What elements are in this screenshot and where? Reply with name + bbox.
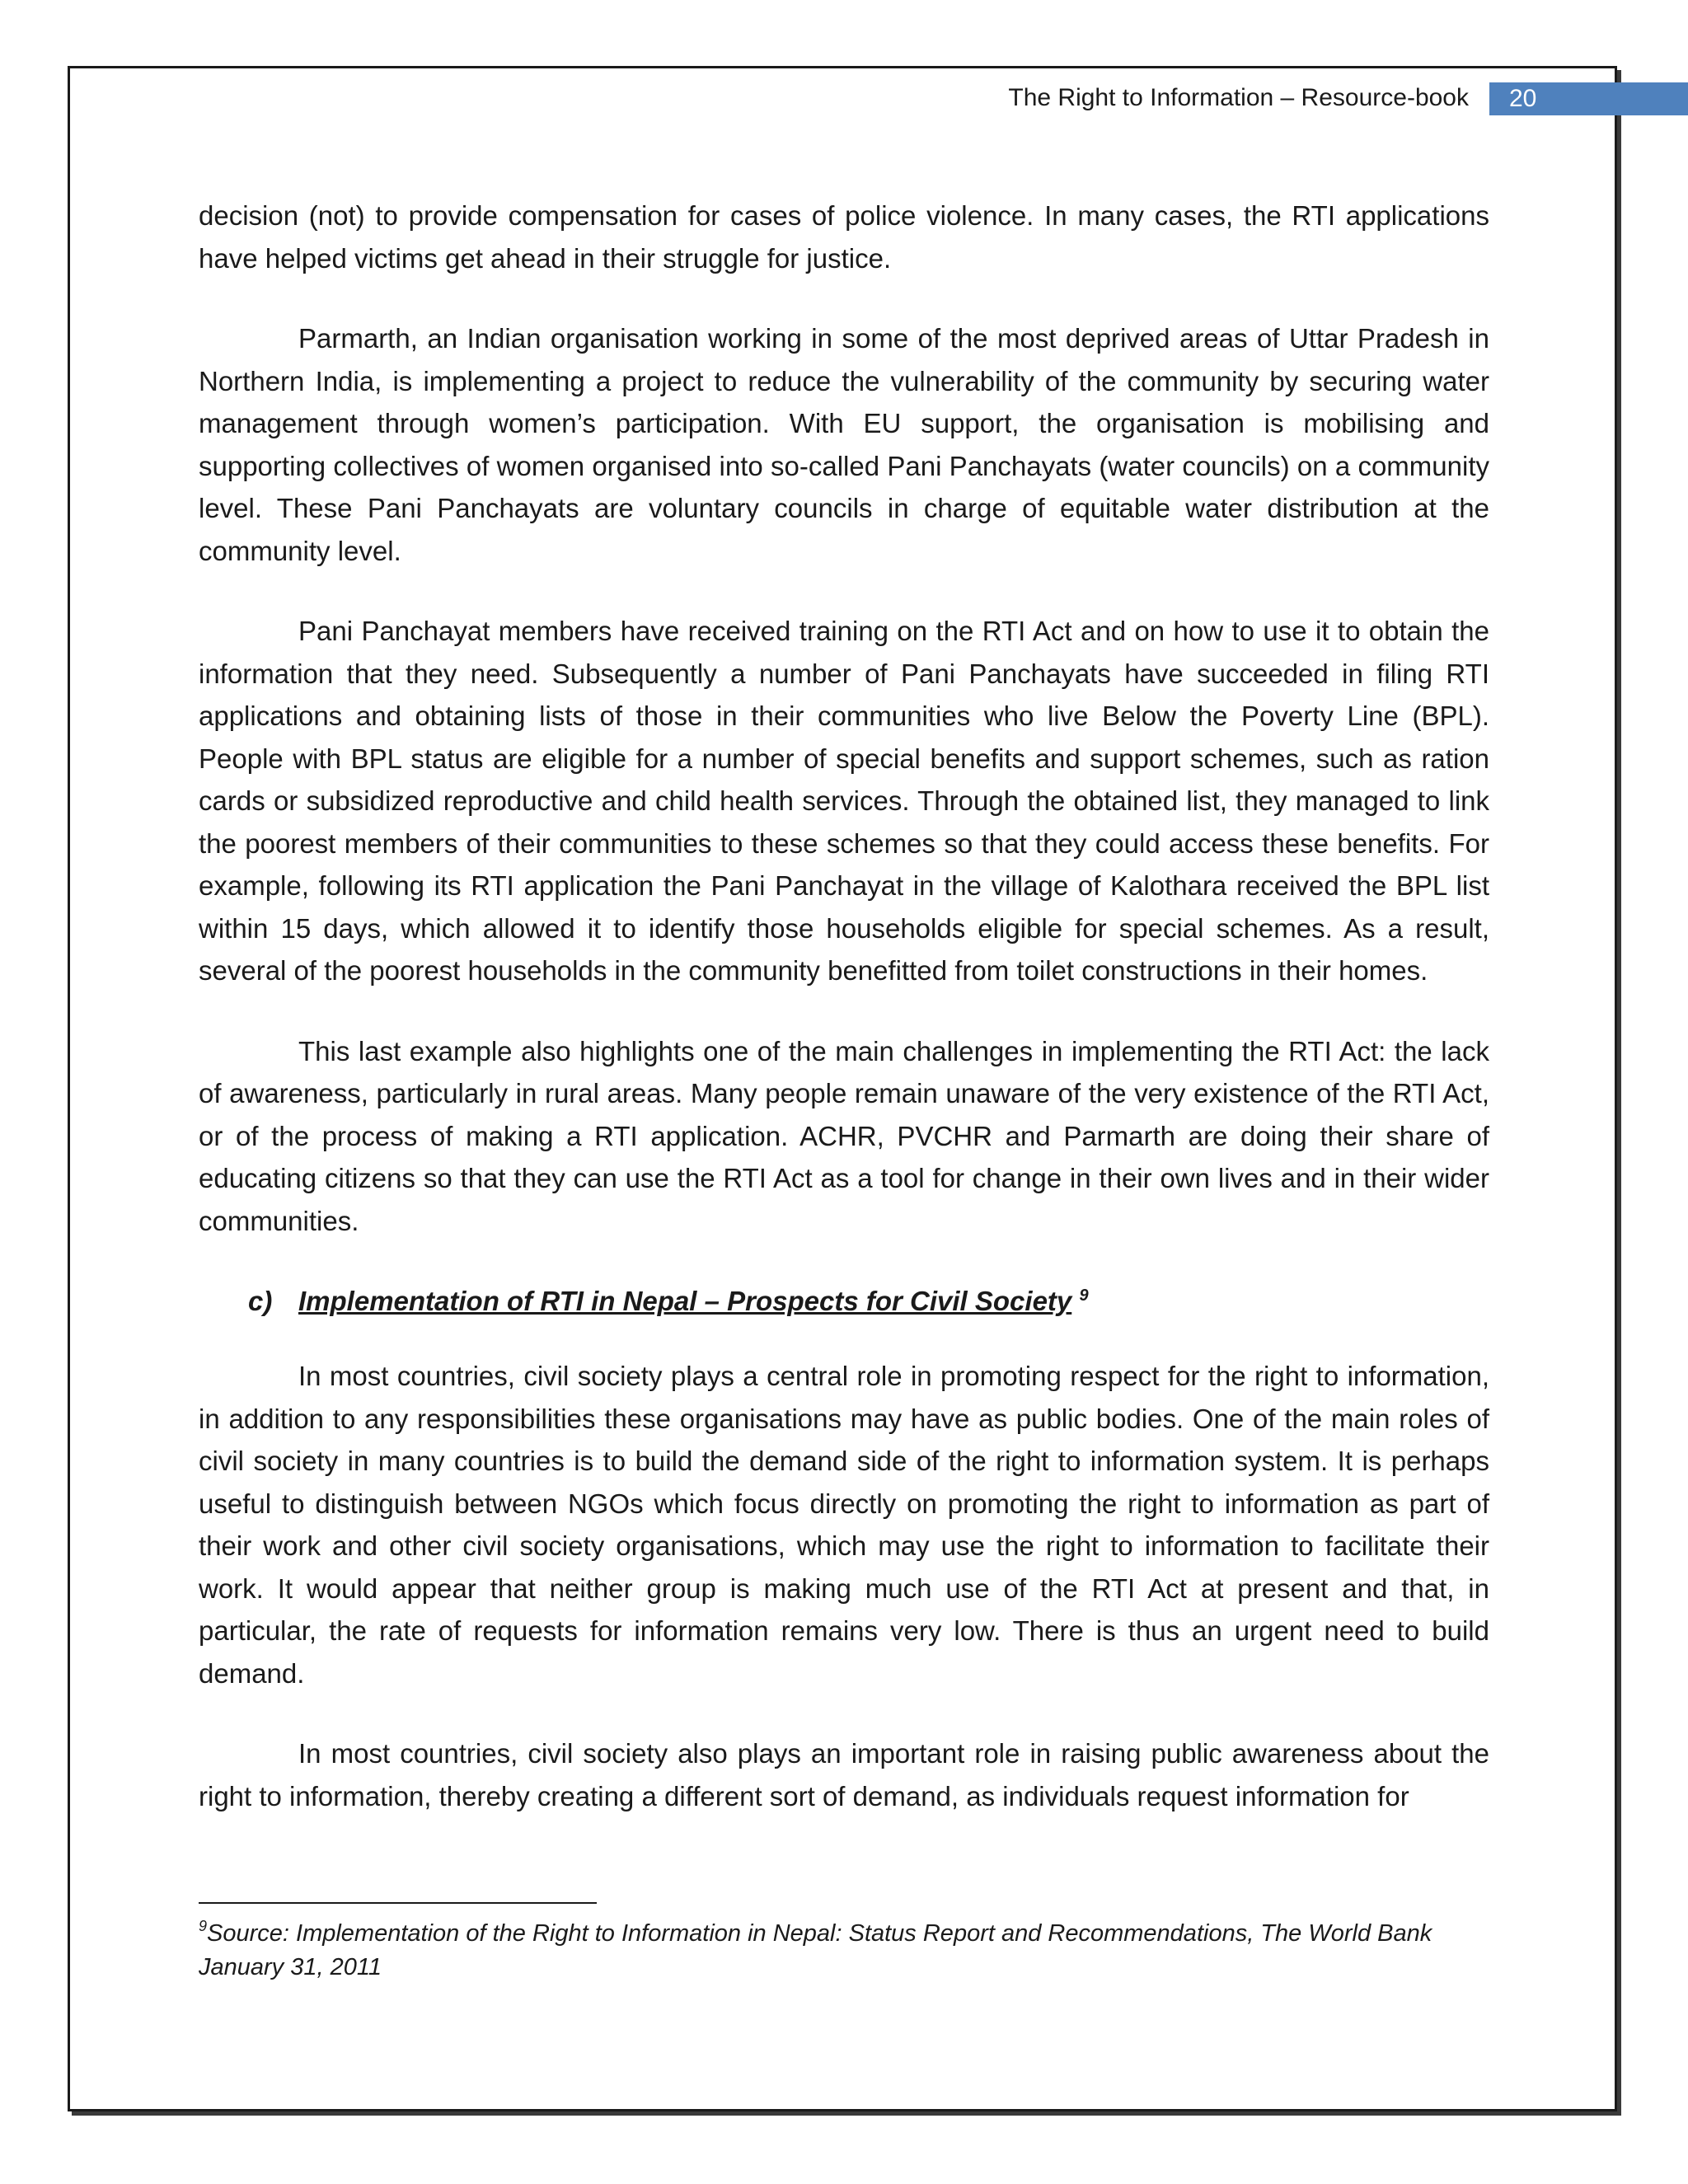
footnote-number: 9 xyxy=(199,1918,208,1934)
paragraph-awareness: This last example also highlights one of the main challenges in implementing the RTI Act: the lack of awareness, particularly in rural areas. Many people remain unaware of the very existence of the RTI Act, or of the process of making a RTI application. ACHR, PVCHR and Parmarth are doing their share of educating citizens so that they can use the RTI Act as a tool for change in their own lives and in their wider communities. xyxy=(199,1035,1489,1236)
paragraph-parmarth: Parmarth, an Indian organisation working in some of the most deprived areas of Uttar Pradesh in Northern India, is implementing a project to reduce the vulnerability of the community by securing water management through women’s participation. With EU support, the organisation is mobilising and supporting collectives of women organised into so-called Pani Panchayats (water councils) on a community level. These Pani Panchayats are voluntary councils in charge of equitable water distribution at the community level. xyxy=(199,323,1489,566)
paragraph-public-awareness: In most countries, civil society also plays an important role in raising public awareness about the right to information, thereby creating a different sort of demand, as individuals request information for xyxy=(199,1738,1489,1811)
footnote-text: Source: Implementation of the Right to Information in Nepal: Status Report and Recommendations, The World Bank January 31, 2011 xyxy=(199,1920,1432,1980)
running-header-title: The Right to Information – Resource-book xyxy=(1008,84,1469,111)
section-heading xyxy=(199,1280,1489,1322)
paragraph-continuation: decision (not) to provide compensation for cases of police violence. In many cases, the RTI applications have helped victims get ahead in their struggle for justice. xyxy=(199,200,1489,274)
paragraph-pani-panchayat: Pani Panchayat members have received training on the RTI Act and on how to use it to obtain the information that they need. Subsequently a number of Pani Panchayats have succeeded in filing RTI applications and obtaining lists of those in their communities who live Below the Poverty Line (BPL). People with BPL status are eligible for a number of special benefits and support schemes, such as ration cards or subsidized reproductive and child health services. Through the obtained list, they managed to link the poorest members of their communities to these schemes so that they could access these benefits. For example, following its RTI application the Pani Panchayat in the village of Kalothara received the BPL list within 15 days, which allowed it to identify those households eligible for special schemes. As a result, several of the poorest households in the community benefitted from toilet constructions in their homes. xyxy=(199,616,1489,986)
footnote-separator xyxy=(199,1902,597,1904)
body-text xyxy=(199,194,1489,1855)
section-marker: c) xyxy=(248,1286,273,1316)
footnote-reference: 9 xyxy=(1079,1286,1089,1305)
page-number-badge: 20 xyxy=(1489,82,1688,115)
footnote xyxy=(199,1917,1489,1985)
paragraph-civil-society: In most countries, civil society plays a central role in promoting respect for the right to information, in addition to any responsibilities these organisations may have as public bodies. One of the main roles of civil society in many countries is to build the demand side of the right to information system. It is perhaps useful to distinguish between NGOs which focus directly on promoting the right to information as part of their work and other civil society organisations, which may use the right to information to facilitate their work. It would appear that neither group is making much use of the RTI Act at present and that, in particular, the rate of requests for information remains very low. There is thus an urgent need to build demand. xyxy=(199,1361,1489,1689)
section-title: Implementation of RTI in Nepal – Prospects for Civil Society xyxy=(298,1286,1072,1316)
